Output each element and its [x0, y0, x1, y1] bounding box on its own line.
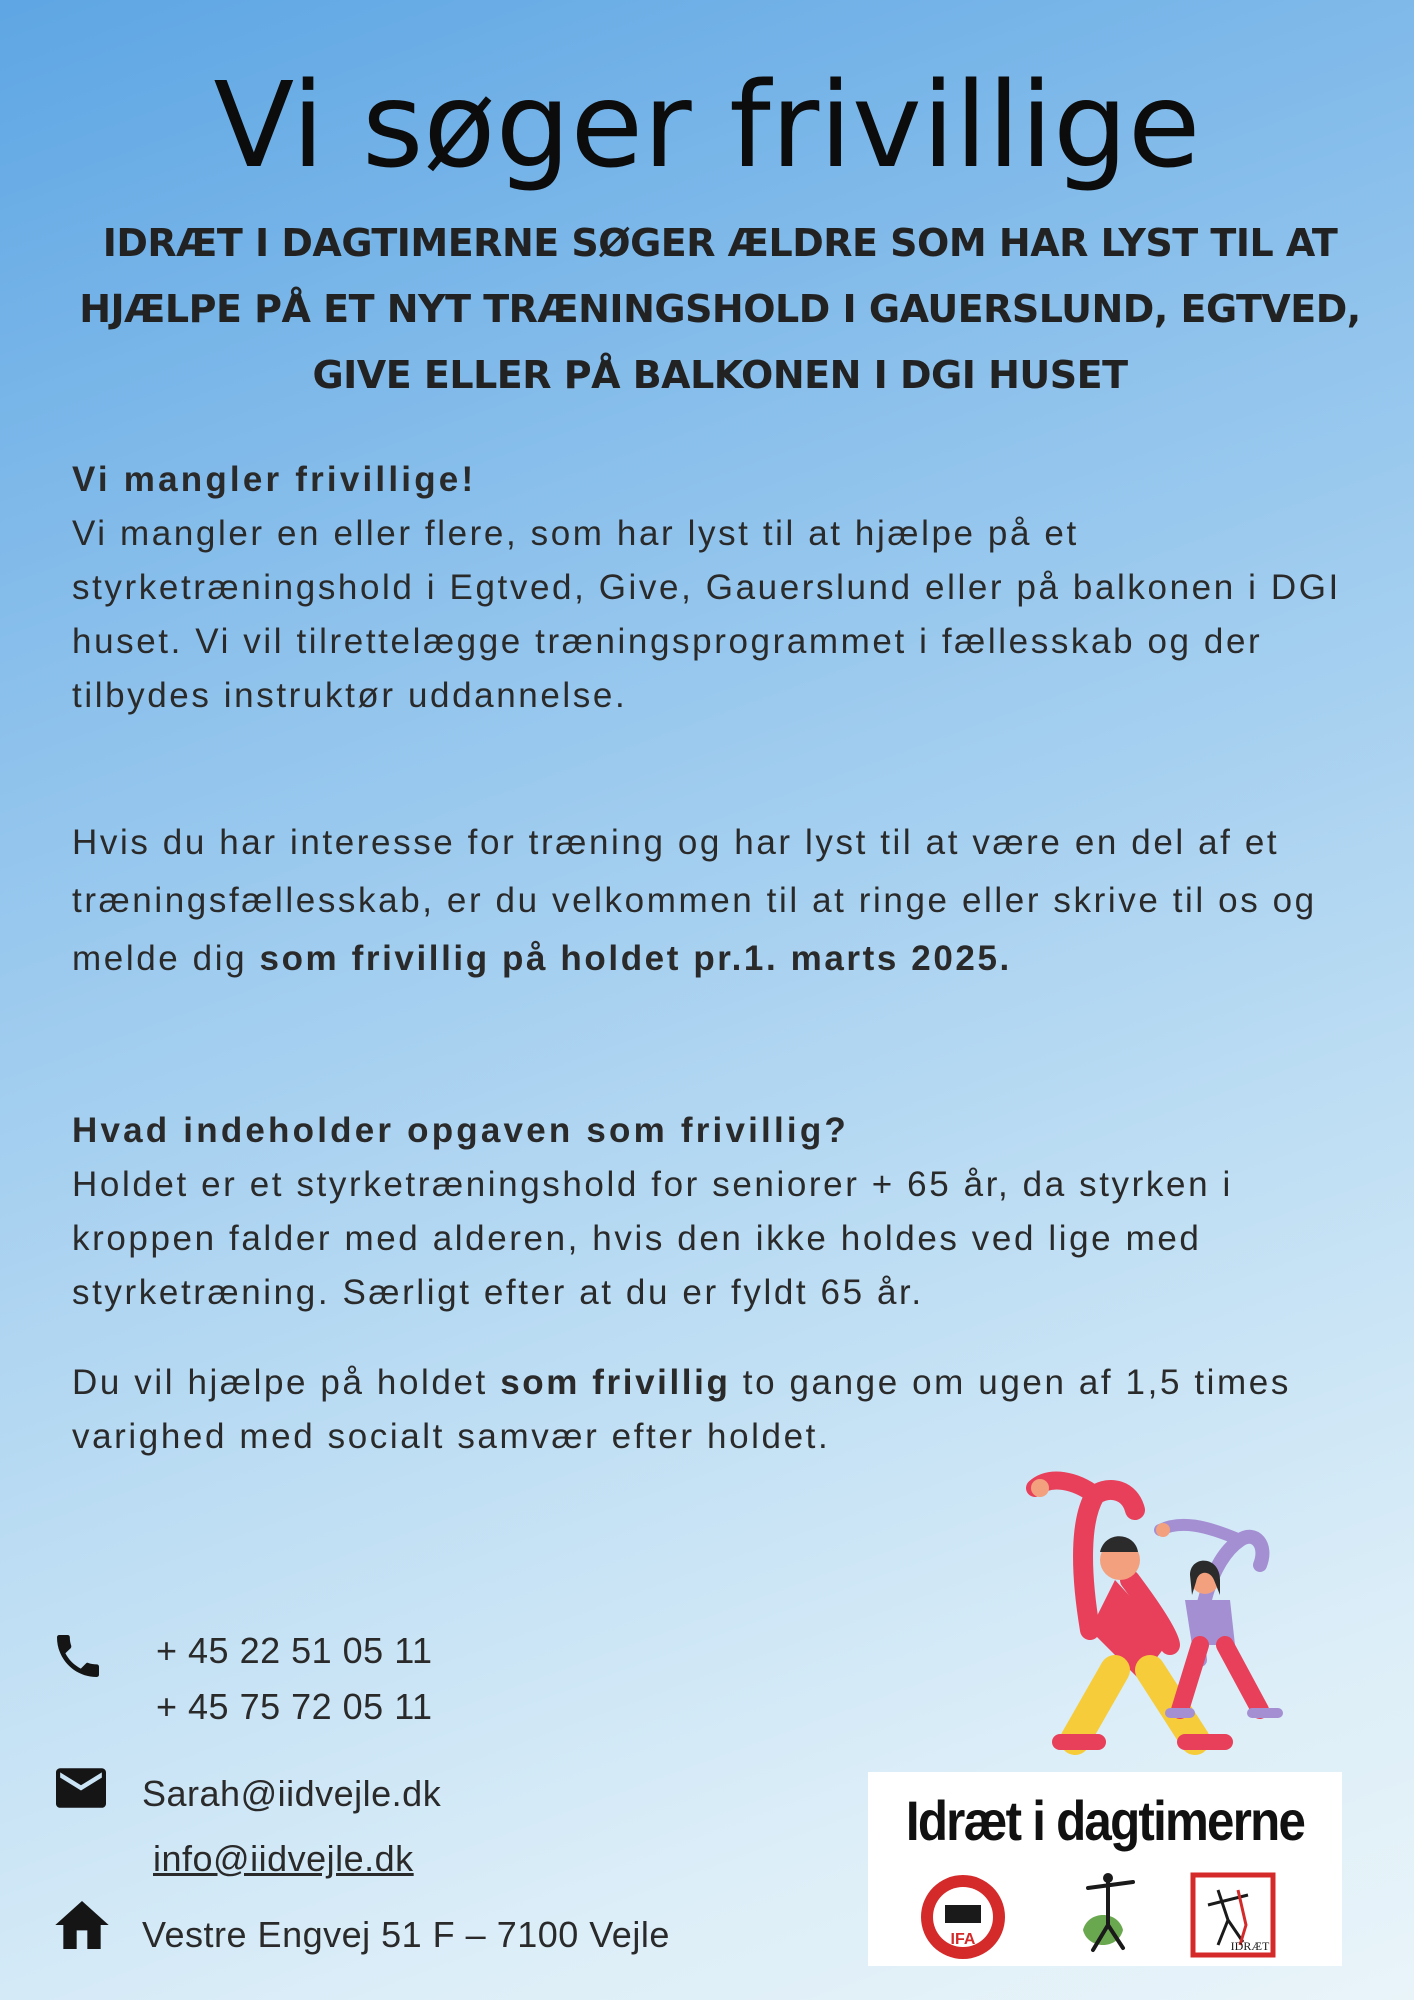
home-icon [50, 1892, 114, 1950]
section-bold-text: som frivillig [500, 1363, 731, 1402]
section-heading: Vi mangler frivillige! [72, 460, 477, 499]
logo [868, 1772, 1342, 1966]
phone-icon [50, 1628, 106, 1684]
section-volunteers-needed [72, 453, 1372, 723]
email-sarah[interactable]: Sarah@iidvejle.dk [142, 1773, 442, 1814]
section-text: Vi mangler en eller flere, som har lyst til at hjælpe på et styrketræningshold i Egtved, Give, Gauerslund eller på balkonen i DGI huset. Vi vil tilrettelægge træningsprogrammet i fællesskab og der tilbydes instruktør uddannelse. [72, 514, 1341, 715]
section-text: Du vil hjælpe på holdet [72, 1363, 488, 1402]
mail-icon [56, 1768, 106, 1808]
idraet-badge-label: IDRÆT [1230, 1939, 1270, 1953]
section-heading: Hvad indeholder opgaven som frivillig? [72, 1111, 849, 1150]
section-text: to gange om ugen af 1,5 times varighed med socialt samvær efter holdet. [72, 1363, 1291, 1456]
idraet-figure-icon [1188, 1870, 1278, 1960]
dancer-tree-icon [1063, 1870, 1153, 1960]
section-text: Holdet er et styrketræningshold for seniorer + 65 år, da styrken i kroppen falder med alderen, hvis den ikke holdes ved lige med styrketræning. Særligt efter at du er fyldt 65 år. [72, 1165, 1233, 1312]
exercise-illustration [1020, 1470, 1340, 1770]
address: Vestre Engvej 51 F – 7100 Vejle [142, 1914, 670, 1955]
section-task [72, 1104, 1372, 1320]
subtitle: IDRÆT I DAGTIMERNE SØGER ÆLDRE SOM HAR LYST TIL AT HJÆLPE PÅ ET NYT TRÆNINGSHOLD I GAUERSLUND, EGTVED, GIVE ELLER PÅ BALKONEN I DGI HUSET [79, 221, 1361, 397]
page-title: Vi søger frivillige [213, 56, 1201, 194]
section-bold-text: som frivillig på holdet pr.1. marts 2025. [259, 939, 1012, 978]
logo-wordmark: Idræt i dagtimerne [905, 1789, 1305, 1852]
section-text: Hvis du har interesse for træning og har lyst til at være en del af et træningsfællesskab, er du velkommen til at ringe eller skrive til os og melde dig [72, 823, 1317, 978]
section-interest [72, 814, 1372, 988]
ifa-badge-icon [918, 1872, 1008, 1962]
phone-number-2[interactable]: + 45 75 72 05 11 [156, 1686, 433, 1727]
email-info-link[interactable]: info@iidvejle.dk [153, 1838, 414, 1879]
section-schedule [72, 1356, 1372, 1464]
ifa-badge-label: IFA [950, 1931, 976, 1948]
phone-number-1[interactable]: + 45 22 51 05 11 [156, 1630, 433, 1671]
